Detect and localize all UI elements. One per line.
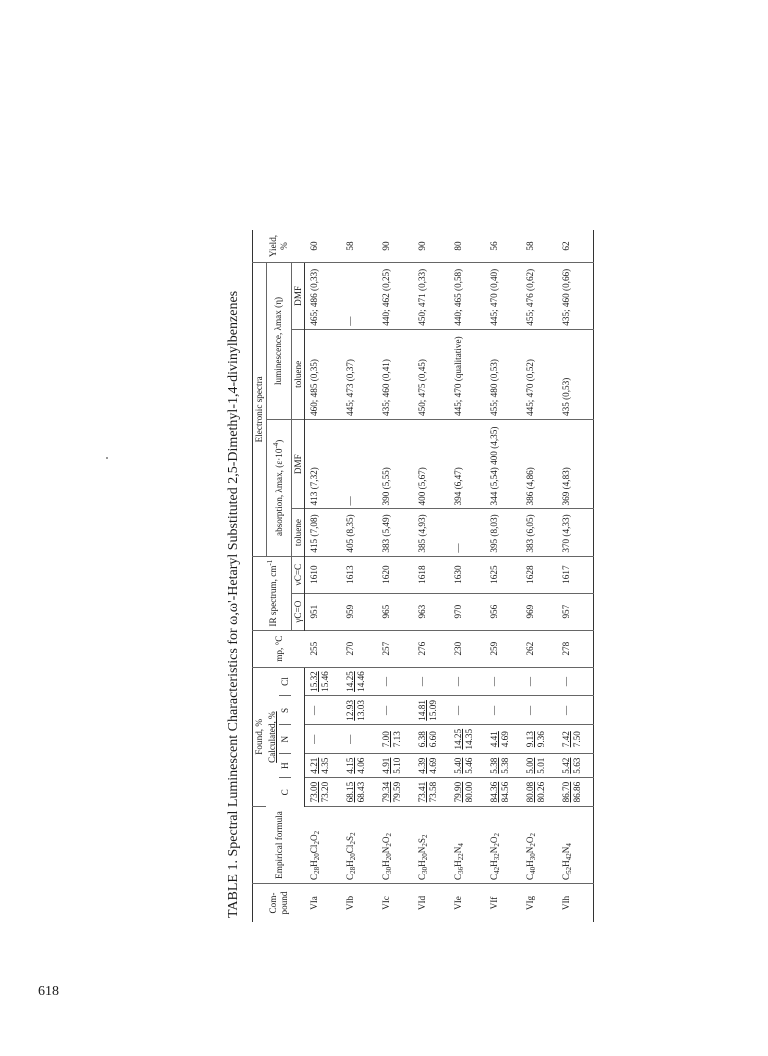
cell-abs-dmf: 369 (4,83) — [557, 419, 594, 508]
cell-abs-dmf: — — [341, 419, 377, 508]
table-row — [413, 230, 449, 922]
cell-yield: 90 — [413, 230, 449, 263]
cell-h: 5.42 5.63 — [557, 754, 594, 778]
header-compound: Com-pound — [268, 891, 289, 915]
cell-formula: $C_{30}H_{20}N_2S_2$ — [413, 807, 449, 884]
cell-cc: 1625 — [485, 556, 521, 593]
cell-compound: VIc — [381, 896, 392, 910]
cell-c: 79.90 80.00 — [449, 778, 485, 807]
cell-cl: — — [413, 667, 449, 696]
cell-lum-dmf: 440; 465 (0,58) — [449, 263, 485, 330]
cell-cc: 1628 — [521, 556, 557, 593]
cell-c: 80.08 80.26 — [521, 778, 557, 807]
cell-h: 5.38 5.38 — [485, 754, 521, 778]
cell-formula: $C_{52}H_{42}N_4$ — [557, 807, 594, 884]
cell-lum-dmf: — — [341, 263, 377, 330]
header-abs-toluene: toluene — [291, 509, 305, 556]
cell-c: 73.00 73.20 — [305, 778, 342, 807]
cell-yield: 58 — [341, 230, 377, 263]
cell-compound: VIe — [453, 896, 464, 910]
header-luminescence: luminescence, λmax (η) — [266, 263, 291, 420]
cell-abs-toluene: 405 (8,35) — [341, 509, 377, 556]
cell-lum-dmf: 465; 486 (0,33) — [305, 263, 342, 330]
cell-cc: 1617 — [557, 556, 594, 593]
cell-n: — — [341, 725, 377, 754]
cell-abs-toluene: 395 (8,03) — [485, 509, 521, 556]
cell-n: 7.42 7.50 — [557, 725, 594, 754]
cell-co: 959 — [341, 593, 377, 630]
cell-n: — — [305, 725, 342, 754]
cell-co: 957 — [557, 593, 594, 630]
cell-s: 12.93 13.03 — [341, 696, 377, 725]
cell-abs-toluene: 383 (6,05) — [521, 509, 557, 556]
cell-yield: 60 — [305, 230, 342, 263]
cell-co: 956 — [485, 593, 521, 630]
cell-lum-dmf: 450; 471 (0,33) — [413, 263, 449, 330]
table-body — [305, 230, 594, 922]
table-row — [377, 230, 413, 922]
cell-mp: 255 — [305, 630, 342, 667]
cell-lum-toluene: 445; 470 (qualitative) — [449, 329, 485, 419]
header-found: Found, % — [253, 667, 267, 806]
cell-compound: VId — [417, 895, 428, 911]
cell-cl: — — [377, 667, 413, 696]
cell-co: 970 — [449, 593, 485, 630]
cell-mp: 257 — [377, 630, 413, 667]
header-yield: Yield, % — [253, 230, 305, 263]
header-lum-toluene: toluene — [291, 329, 305, 419]
cell-lum-toluene: 435 (0,53) — [557, 329, 594, 419]
cell-abs-toluene: 385 (4,93) — [413, 509, 449, 556]
cell-mp: 270 — [341, 630, 377, 667]
cell-formula: $C_{36}H_{22}N_4$ — [449, 807, 485, 884]
table-row — [521, 230, 557, 922]
rotated-table-block — [224, 222, 582, 922]
cell-compound: VIb — [345, 895, 356, 911]
cell-yield: 62 — [557, 230, 594, 263]
cell-n: 9.13 9.36 — [521, 725, 557, 754]
cell-lum-toluene: 445; 470 (0,52) — [521, 329, 557, 419]
cell-abs-dmf: 400 (5,67) — [413, 419, 449, 508]
cell-s: — — [305, 696, 342, 725]
cell-h: 4.15 4.06 — [341, 754, 377, 778]
cell-lum-dmf: 445; 470 (0,40) — [485, 263, 521, 330]
cell-lum-dmf: 435; 460 (0,66) — [557, 263, 594, 330]
cell-s: 14.81 15.09 — [413, 696, 449, 725]
cell-s: — — [449, 696, 485, 725]
cell-s: — — [485, 696, 521, 725]
cell-lum-toluene: 435; 460 (0,41) — [377, 329, 413, 419]
cell-mp: 278 — [557, 630, 594, 667]
cell-mp: 262 — [521, 630, 557, 667]
cell-abs-dmf: 390 (5,55) — [377, 419, 413, 508]
header-s: S — [279, 696, 292, 725]
cell-compound: VIh — [561, 895, 572, 911]
cell-s: — — [557, 696, 594, 725]
cell-lum-toluene: 455; 480 (0,53) — [485, 329, 521, 419]
cell-co: 965 — [377, 593, 413, 630]
cell-mp: 276 — [413, 630, 449, 667]
cell-lum-toluene: 450; 475 (0,45) — [413, 329, 449, 419]
cell-n: 7.00 7.13 — [377, 725, 413, 754]
cell-n: 4.41 4.69 — [485, 725, 521, 754]
cell-co: 951 — [305, 593, 342, 630]
cell-c: 84.36 84.56 — [485, 778, 521, 807]
cell-co: 969 — [521, 593, 557, 630]
header-ir: IR spectrum, $cm^{-1}$ — [253, 556, 292, 630]
header-absorption: absorption, λmax, $(\varepsilon\cdot 10^{-4})$ — [266, 419, 291, 556]
cell-h: 5.00 5.01 — [521, 754, 557, 778]
cell-formula: $C_{28}H_{20}Cl_2O_2$ — [305, 807, 342, 884]
table-row — [341, 230, 377, 922]
cell-n: 6.38 6.60 — [413, 725, 449, 754]
cell-yield: 56 — [485, 230, 521, 263]
cell-cl: — — [485, 667, 521, 696]
cell-cc: 1620 — [377, 556, 413, 593]
header-formula: Empirical formula — [253, 807, 305, 884]
cell-s: — — [521, 696, 557, 725]
cell-formula: $C_{40}H_{30}N_2O_2$ — [521, 807, 557, 884]
header-abs-dmf: DMF — [291, 419, 305, 508]
cell-h: 4.21 4.35 — [305, 754, 342, 778]
cell-compound: VIf — [489, 896, 500, 910]
cell-cc: 1613 — [341, 556, 377, 593]
header-co: γC=O — [291, 593, 305, 630]
cell-c: 73.41 73.58 — [413, 778, 449, 807]
table-row — [449, 230, 485, 922]
cell-cl: 14.25 14.46 — [341, 667, 377, 696]
cell-cl: — — [449, 667, 485, 696]
header-mp: mp, °C — [253, 630, 305, 667]
table-row — [557, 230, 594, 922]
cell-c: 79.34 79.59 — [377, 778, 413, 807]
header-calculated: Calculated, % — [267, 711, 278, 763]
cell-cl: — — [521, 667, 557, 696]
cell-lum-dmf: 455; 476 (0,62) — [521, 263, 557, 330]
cell-compound: VIa — [308, 896, 319, 910]
cell-compound: VIg — [525, 895, 536, 911]
cell-c: 68.15 68.43 — [341, 778, 377, 807]
header-cl: Cl — [279, 667, 292, 696]
table-row — [485, 230, 521, 922]
header-n: N — [279, 725, 292, 754]
cell-abs-dmf: 413 (7,32) — [305, 419, 342, 508]
cell-abs-toluene: 415 (7,08) — [305, 509, 342, 556]
cell-abs-dmf: 344 (5,54) 400 (4,35) — [485, 419, 521, 508]
cell-yield: 80 — [449, 230, 485, 263]
header-cc: νC=C — [291, 556, 305, 593]
cell-abs-dmf: 394 (6,47) — [449, 419, 485, 508]
cell-mp: 230 — [449, 630, 485, 667]
cell-formula: $C_{42}H_{32}N_2O_2$ — [485, 807, 521, 884]
header-h: H — [279, 754, 292, 778]
cell-n: 14.25 14.35 — [449, 725, 485, 754]
cell-h: 4.39 4.69 — [413, 754, 449, 778]
page-number: 618 — [38, 984, 59, 999]
cell-abs-toluene: 370 (4,33) — [557, 509, 594, 556]
cell-abs-toluene: — — [449, 509, 485, 556]
cell-cl: — — [557, 667, 594, 696]
cell-yield: 58 — [521, 230, 557, 263]
cell-h: 5.40 5.46 — [449, 754, 485, 778]
cell-cc: 1618 — [413, 556, 449, 593]
cell-s: — — [377, 696, 413, 725]
table-row — [305, 230, 342, 922]
cell-co: 963 — [413, 593, 449, 630]
table-title: TABLE 1. Spectral Luminescent Characteristics for ω,ω'-Hetaryl Substituted 2,5-Dimethyl-1,4-divinylbenzenes — [226, 290, 241, 918]
cell-abs-toluene: 383 (5,49) — [377, 509, 413, 556]
cell-lum-toluene: 460; 485 (0,35) — [305, 329, 342, 419]
cell-cl: 15.32 15.46 — [305, 667, 342, 696]
cell-yield: 90 — [377, 230, 413, 263]
cell-lum-toluene: 445; 473 (0,37) — [341, 329, 377, 419]
header-c: C — [279, 789, 290, 796]
data-table — [252, 230, 594, 922]
cell-formula: $C_{30}H_{20}N_2O_2$ — [377, 807, 413, 884]
header-lum-dmf: DMF — [291, 263, 305, 330]
cell-cc: 1610 — [305, 556, 342, 593]
scan-speck — [106, 457, 108, 459]
cell-abs-dmf: 386 (4,86) — [521, 419, 557, 508]
header-electronic: Electronic spectra — [253, 263, 267, 557]
cell-cc: 1630 — [449, 556, 485, 593]
cell-h: 4.91 5.10 — [377, 754, 413, 778]
cell-lum-dmf: 440; 462 (0,25) — [377, 263, 413, 330]
cell-mp: 259 — [485, 630, 521, 667]
cell-c: 86.70 86.86 — [557, 778, 594, 807]
cell-formula: $C_{28}H_{20}Cl_2S_2$ — [341, 807, 377, 884]
